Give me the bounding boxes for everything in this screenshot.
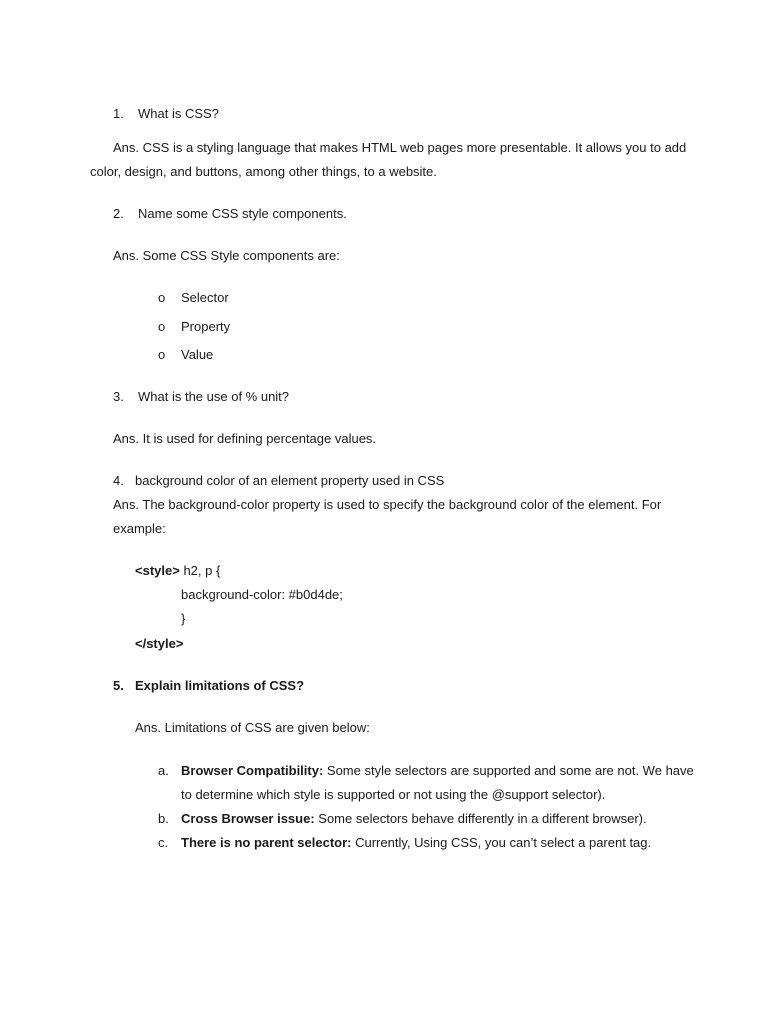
code-style-open-tag: <style> <box>135 563 180 578</box>
q3-question: What is the use of % unit? <box>138 389 290 404</box>
list-item: Value <box>181 347 214 362</box>
list-item <box>181 835 651 851</box>
q4-number: 4. <box>113 473 124 488</box>
q3-number: 3. <box>113 389 124 404</box>
list-item-text: Some style selectors are supported and some are not. We have <box>323 763 694 778</box>
bullet-icon: o <box>158 290 166 305</box>
q2-answer: Ans. Some CSS Style components are: <box>113 248 340 263</box>
list-marker: c. <box>158 835 169 850</box>
q4-answer-line2: example: <box>113 521 166 536</box>
list-item <box>181 763 694 779</box>
q4-question: background color of an element property used in CSS <box>135 473 445 488</box>
list-item-text: Some selectors behave differently in a different browser). <box>314 811 647 826</box>
list-item-continuation: to determine which style is supported or not using the @support selector). <box>181 787 606 802</box>
list-item: Property <box>181 319 231 334</box>
code-close-brace: } <box>181 611 186 626</box>
q5-number: 5. <box>113 678 124 693</box>
list-marker: a. <box>158 763 169 778</box>
q2-question: Name some CSS style components. <box>138 206 347 221</box>
bullet-icon: o <box>158 319 166 334</box>
code-declaration: background-color: #b0d4de; <box>181 587 343 602</box>
q5-answer: Ans. Limitations of CSS are given below: <box>135 720 370 735</box>
code-selector: h2, p { <box>179 563 221 578</box>
q1-answer-line2: color, design, and buttons, among other things, to a website. <box>90 164 437 179</box>
list-item-term: There is no parent selector: <box>181 835 352 850</box>
q1-answer-line1: Ans. CSS is a styling language that makes HTML web pages more presentable. It allows you to add <box>113 140 687 155</box>
q2-number: 2. <box>113 206 124 221</box>
list-item-text: Currently, Using CSS, you can’t select a parent tag. <box>351 835 652 850</box>
list-item-term: Cross Browser issue: <box>181 811 315 826</box>
code-line-open <box>135 563 220 579</box>
list-item: Selector <box>181 290 229 305</box>
q5-question: Explain limitations of CSS? <box>135 678 305 693</box>
code-style-close-tag: </style> <box>135 636 184 651</box>
list-item <box>181 811 647 827</box>
list-item-term: Browser Compatibility: <box>181 763 324 778</box>
q4-answer-line1: Ans. The background-color property is used to specify the background color of the element. For <box>113 497 662 512</box>
list-marker: b. <box>158 811 169 826</box>
q1-number: 1. <box>113 106 124 121</box>
q1-question: What is CSS? <box>138 106 219 121</box>
bullet-icon: o <box>158 347 166 362</box>
q3-answer: Ans. It is used for defining percentage values. <box>113 431 377 446</box>
